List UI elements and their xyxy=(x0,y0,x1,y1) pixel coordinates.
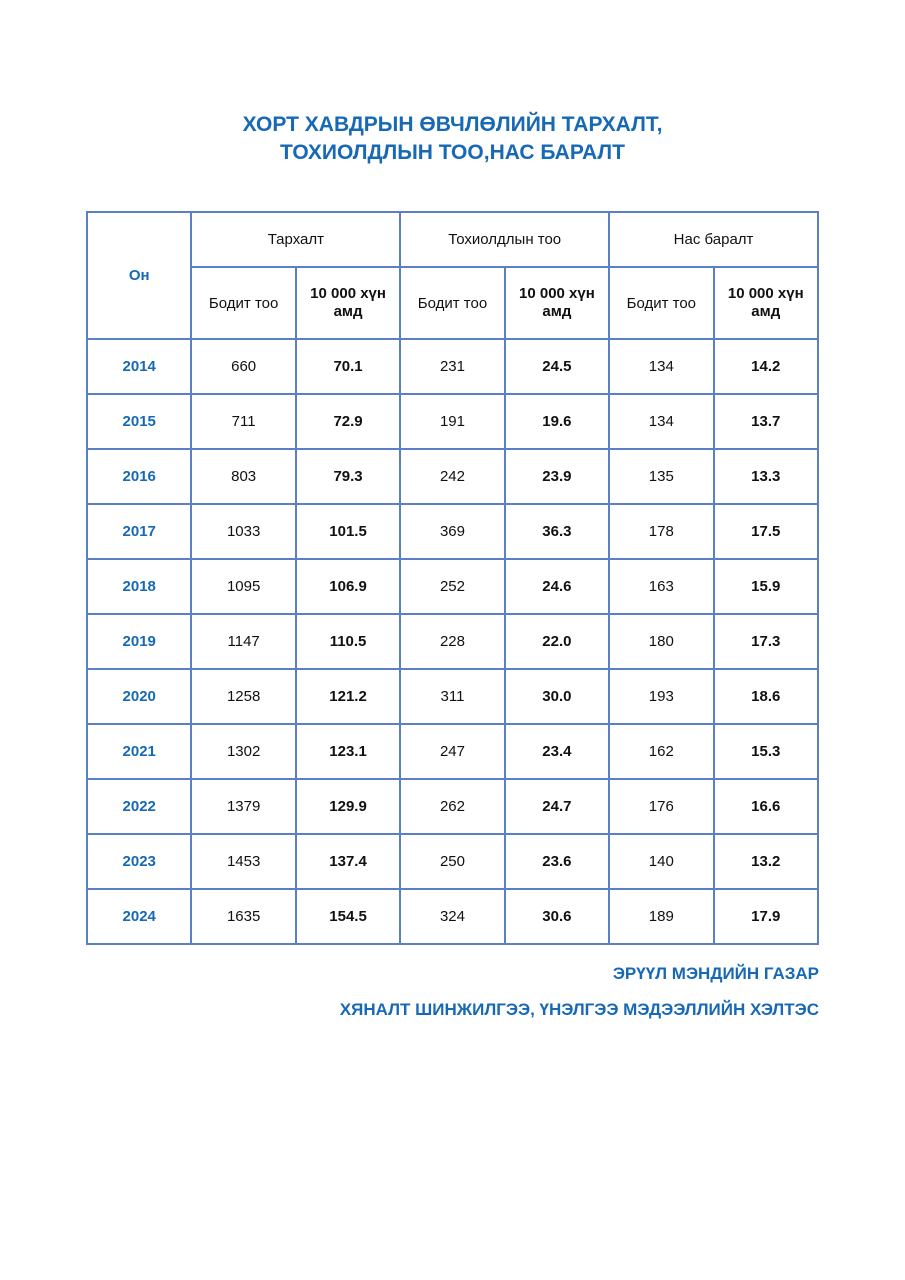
prevalence-count-cell: 1453 xyxy=(191,834,295,889)
prevalence-count-cell: 1379 xyxy=(191,779,295,834)
prevalence-rate-cell: 129.9 xyxy=(296,779,400,834)
mortality-count-cell: 140 xyxy=(609,834,713,889)
prevalence-rate-cell: 123.1 xyxy=(296,724,400,779)
prevalence-rate-cell: 79.3 xyxy=(296,449,400,504)
subheader-incidence-actual: Бодит тоо xyxy=(400,267,504,339)
mortality-rate-cell: 17.3 xyxy=(714,614,818,669)
table-row xyxy=(87,339,818,394)
group-header-prevalence: Тархалт xyxy=(191,212,400,267)
year-cell: 2018 xyxy=(87,559,191,614)
mortality-count-cell: 189 xyxy=(609,889,713,944)
table-row xyxy=(87,614,818,669)
prevalence-count-cell: 1095 xyxy=(191,559,295,614)
incidence-rate-cell: 36.3 xyxy=(505,504,609,559)
table-row xyxy=(87,394,818,449)
mortality-count-cell: 180 xyxy=(609,614,713,669)
table-row xyxy=(87,449,818,504)
mortality-count-cell: 176 xyxy=(609,779,713,834)
incidence-rate-cell: 30.0 xyxy=(505,669,609,724)
prevalence-rate-cell: 137.4 xyxy=(296,834,400,889)
prevalence-rate-cell: 70.1 xyxy=(296,339,400,394)
incidence-count-cell: 228 xyxy=(400,614,504,669)
mortality-rate-cell: 17.5 xyxy=(714,504,818,559)
rate-label-line-2: амд xyxy=(333,303,363,320)
table-row xyxy=(87,724,818,779)
incidence-rate-cell: 23.9 xyxy=(505,449,609,504)
subheader-mortality-actual: Бодит тоо xyxy=(609,267,713,339)
mortality-rate-cell: 13.3 xyxy=(714,449,818,504)
table-body xyxy=(87,339,818,944)
page-title xyxy=(0,111,905,167)
year-cell: 2024 xyxy=(87,889,191,944)
rate-label-line-1: 10 000 хүн xyxy=(310,285,386,302)
mortality-rate-cell: 13.7 xyxy=(714,394,818,449)
group-header-mortality: Нас баралт xyxy=(609,212,818,267)
year-header: Он xyxy=(87,212,191,339)
prevalence-count-cell: 1258 xyxy=(191,669,295,724)
year-cell: 2019 xyxy=(87,614,191,669)
prevalence-rate-cell: 101.5 xyxy=(296,504,400,559)
mortality-count-cell: 134 xyxy=(609,394,713,449)
rate-label-line-2: амд xyxy=(542,303,572,320)
prevalence-count-cell: 1147 xyxy=(191,614,295,669)
mortality-count-cell: 135 xyxy=(609,449,713,504)
incidence-rate-cell: 23.4 xyxy=(505,724,609,779)
rate-label-line-1: 10 000 хүн xyxy=(519,285,595,302)
year-cell: 2017 xyxy=(87,504,191,559)
rate-label-line-2: амд xyxy=(751,303,781,320)
table-row xyxy=(87,669,818,724)
year-cell: 2015 xyxy=(87,394,191,449)
incidence-rate-cell: 30.6 xyxy=(505,889,609,944)
incidence-rate-cell: 24.5 xyxy=(505,339,609,394)
table-row xyxy=(87,834,818,889)
incidence-count-cell: 247 xyxy=(400,724,504,779)
incidence-rate-cell: 24.7 xyxy=(505,779,609,834)
footer-organization: ЭРҮҮЛ МЭНДИЙН ГАЗАР xyxy=(612,964,819,983)
incidence-rate-cell: 22.0 xyxy=(505,614,609,669)
year-cell: 2021 xyxy=(87,724,191,779)
subheader-prevalence-actual: Бодит тоо xyxy=(191,267,295,339)
group-header-incidence: Тохиолдлын тоо xyxy=(400,212,609,267)
mortality-rate-cell: 15.9 xyxy=(714,559,818,614)
incidence-count-cell: 311 xyxy=(400,669,504,724)
incidence-count-cell: 252 xyxy=(400,559,504,614)
prevalence-rate-cell: 154.5 xyxy=(296,889,400,944)
year-cell: 2023 xyxy=(87,834,191,889)
incidence-rate-cell: 19.6 xyxy=(505,394,609,449)
year-cell: 2016 xyxy=(87,449,191,504)
subheader-mortality-rate xyxy=(714,267,818,339)
table-row xyxy=(87,504,818,559)
incidence-rate-cell: 24.6 xyxy=(505,559,609,614)
incidence-count-cell: 369 xyxy=(400,504,504,559)
incidence-count-cell: 262 xyxy=(400,779,504,834)
mortality-rate-cell: 18.6 xyxy=(714,669,818,724)
mortality-rate-cell: 14.2 xyxy=(714,339,818,394)
table-row xyxy=(87,559,818,614)
prevalence-count-cell: 1635 xyxy=(191,889,295,944)
incidence-count-cell: 242 xyxy=(400,449,504,504)
prevalence-count-cell: 803 xyxy=(191,449,295,504)
prevalence-count-cell: 1302 xyxy=(191,724,295,779)
table-row xyxy=(87,779,818,834)
prevalence-rate-cell: 110.5 xyxy=(296,614,400,669)
footer-department: ХЯНАЛТ ШИНЖИЛГЭЭ, ҮНЭЛГЭЭ МЭДЭЭЛЛИЙН ХЭЛТЭС xyxy=(339,1000,819,1019)
incidence-count-cell: 250 xyxy=(400,834,504,889)
mortality-rate-cell: 13.2 xyxy=(714,834,818,889)
prevalence-rate-cell: 72.9 xyxy=(296,394,400,449)
mortality-count-cell: 178 xyxy=(609,504,713,559)
mortality-count-cell: 134 xyxy=(609,339,713,394)
title-line-1: ХОРТ ХАВДРЫН ӨВЧЛӨЛИЙН ТАРХАЛТ, xyxy=(242,113,663,136)
incidence-rate-cell: 23.6 xyxy=(505,834,609,889)
subheader-incidence-rate xyxy=(505,267,609,339)
table-row xyxy=(87,889,818,944)
year-cell: 2014 xyxy=(87,339,191,394)
incidence-count-cell: 324 xyxy=(400,889,504,944)
mortality-rate-cell: 15.3 xyxy=(714,724,818,779)
prevalence-rate-cell: 121.2 xyxy=(296,669,400,724)
prevalence-count-cell: 1033 xyxy=(191,504,295,559)
prevalence-rate-cell: 106.9 xyxy=(296,559,400,614)
mortality-count-cell: 162 xyxy=(609,724,713,779)
mortality-rate-cell: 16.6 xyxy=(714,779,818,834)
prevalence-count-cell: 711 xyxy=(191,394,295,449)
rate-label-line-1: 10 000 хүн xyxy=(727,285,804,302)
subheader-prevalence-rate xyxy=(296,267,400,339)
mortality-rate-cell: 17.9 xyxy=(714,889,818,944)
prevalence-count-cell: 660 xyxy=(191,339,295,394)
mortality-count-cell: 163 xyxy=(609,559,713,614)
incidence-count-cell: 191 xyxy=(400,394,504,449)
cancer-statistics-table xyxy=(86,211,819,945)
title-line-2: ТОХИОЛДЛЫН ТОО,НАС БАРАЛТ xyxy=(280,141,625,164)
year-cell: 2022 xyxy=(87,779,191,834)
incidence-count-cell: 231 xyxy=(400,339,504,394)
year-cell: 2020 xyxy=(87,669,191,724)
mortality-count-cell: 193 xyxy=(609,669,713,724)
